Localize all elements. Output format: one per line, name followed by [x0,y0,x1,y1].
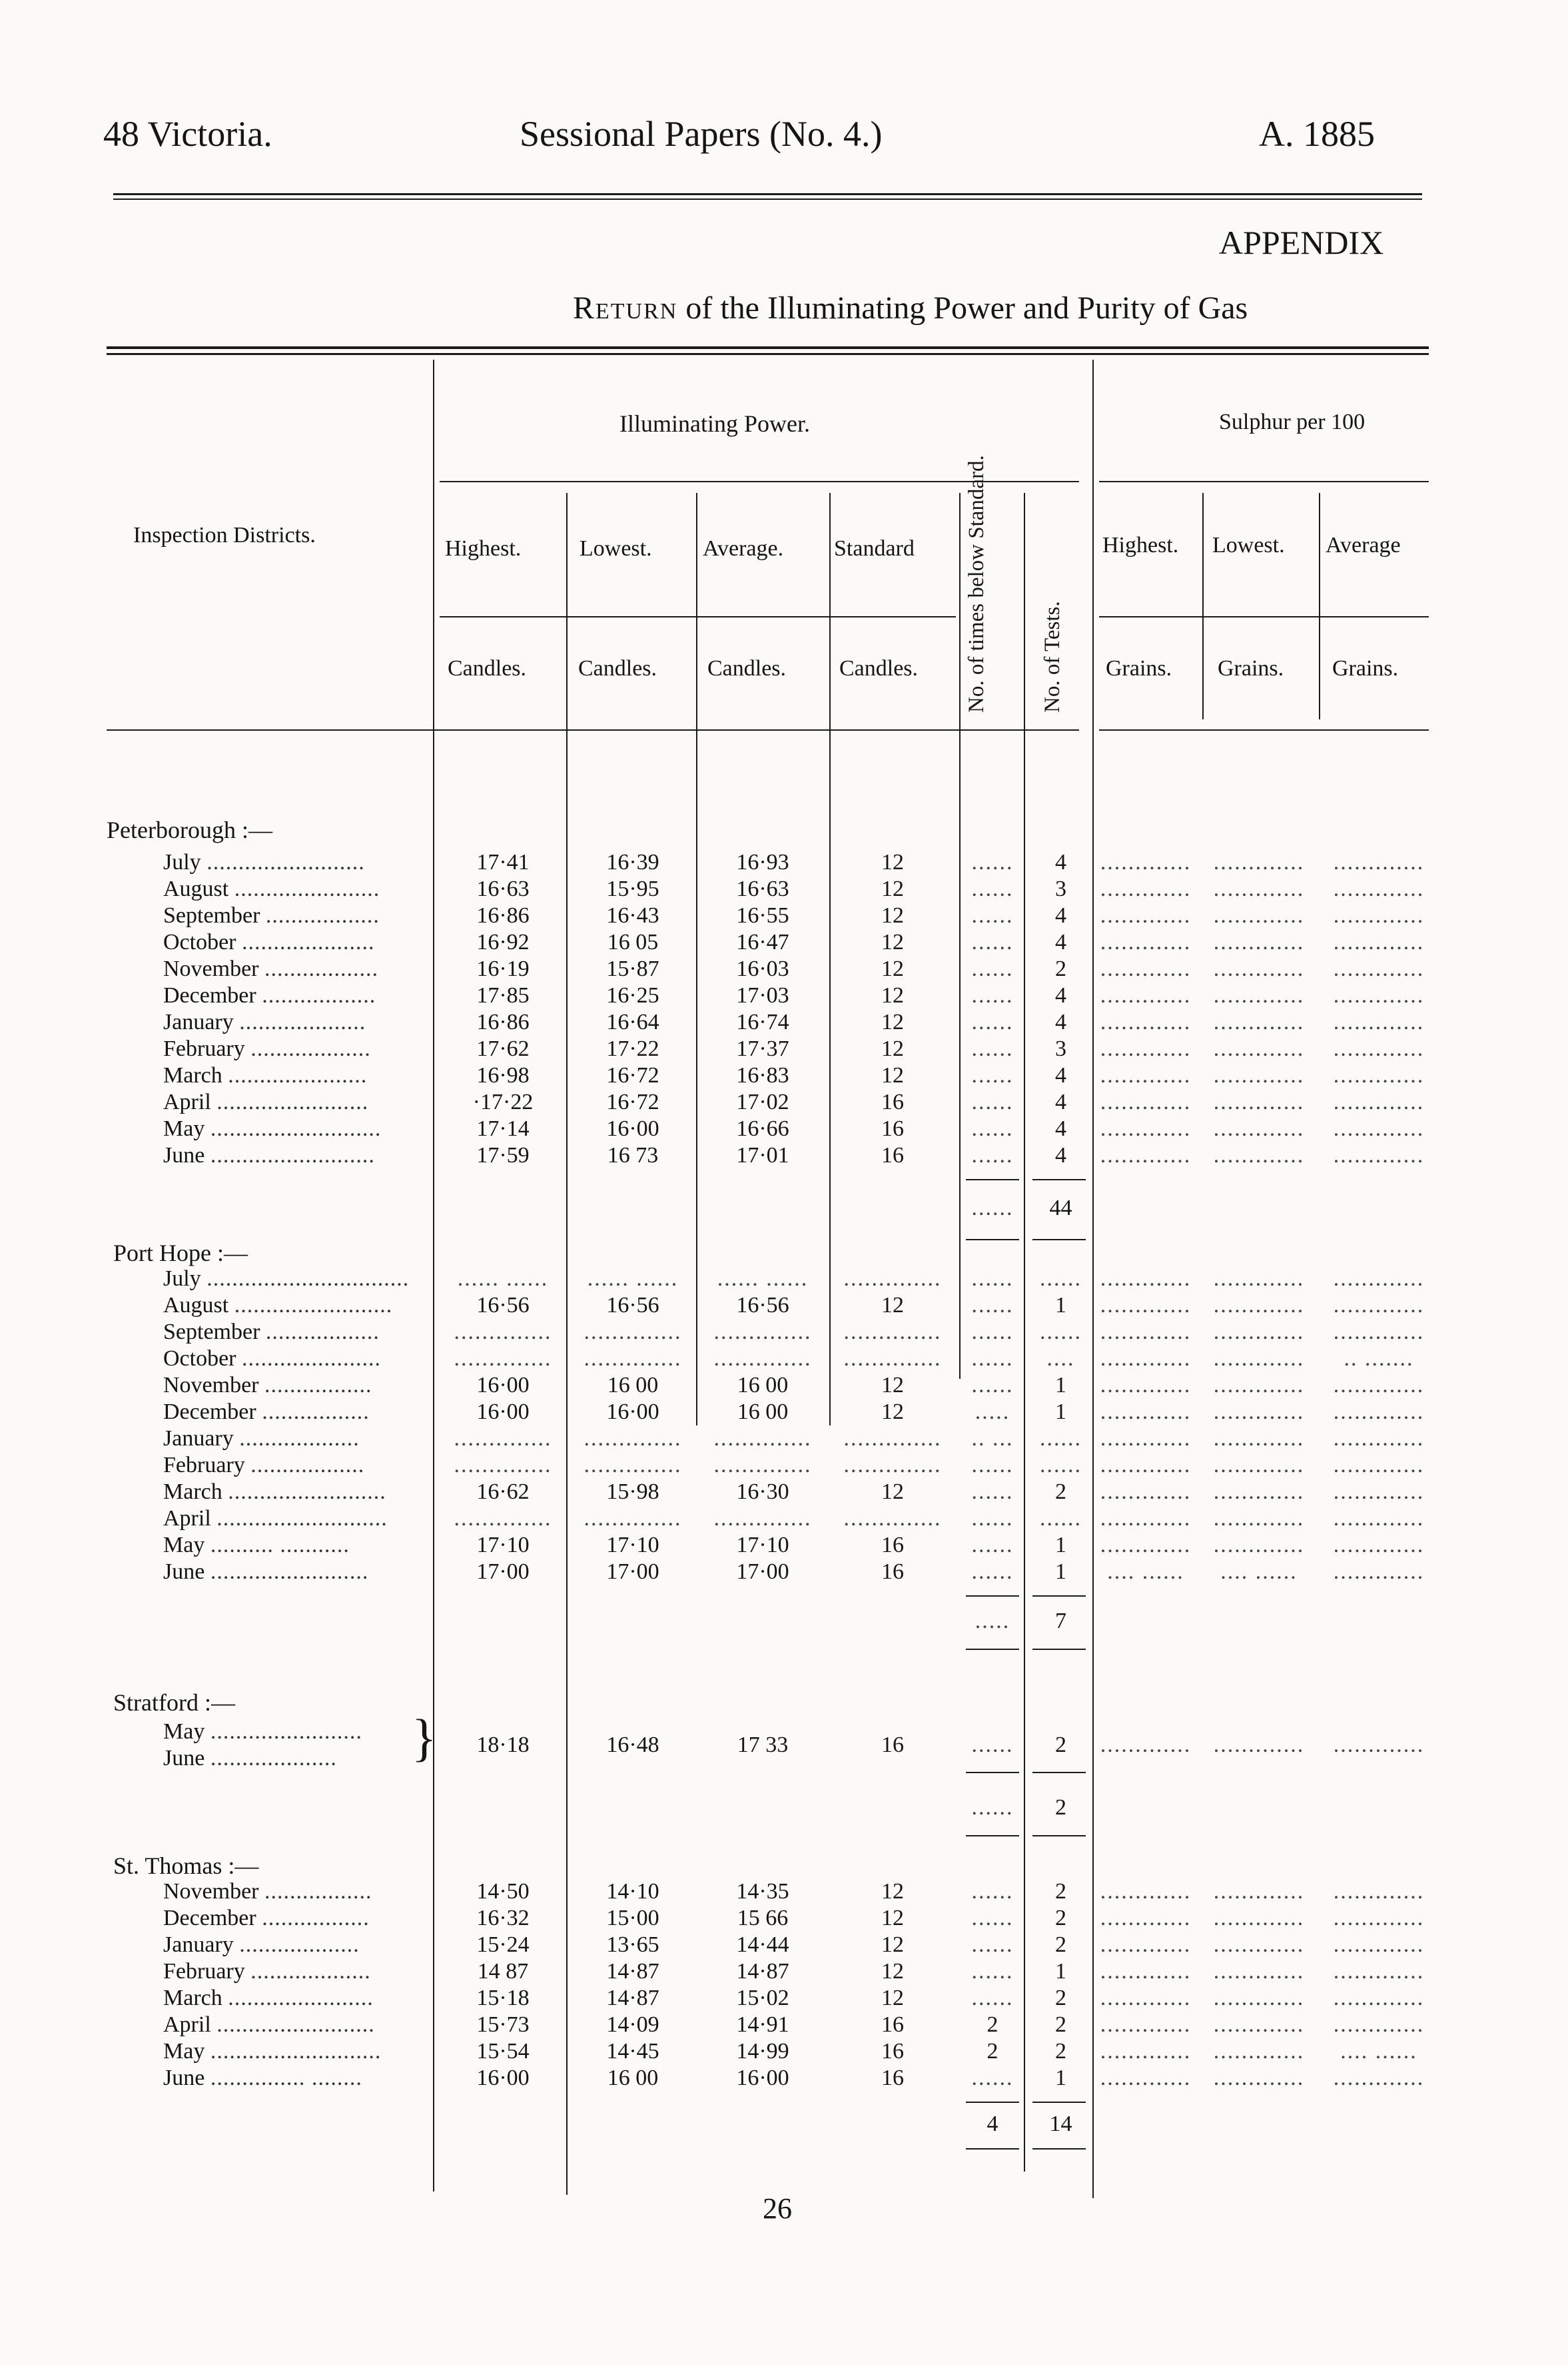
cell-tests: 2 [1055,1733,1066,1757]
header-bottom-rule-left [107,729,1079,731]
header-rule-top [113,193,1422,195]
cell-average: 17 33 [737,1733,789,1757]
month-label: April [163,2012,211,2037]
table-row: January ................... 15·24 13·65 14·44 12 ...... 2 ............. ............. ............. [163,1932,1425,1957]
header-right: A. 1885 [1259,114,1375,154]
table-row: May .......... ........... 17·10 17·10 17·10 16 ...... 1 ............. ............. ............. [163,1533,1425,1557]
appendix-label: APPENDIX [1219,224,1384,261]
cell-average: 16·47 [736,930,789,955]
header-rule-bottom [113,198,1422,200]
cell-standard: 12 [881,850,904,875]
title-return-word: Return [573,290,678,326]
month-label: September [163,1320,260,1344]
lowest-header: Lowest. [580,536,652,561]
cell-standard: 12 [881,1479,904,1504]
cell-tests: 4 [1055,1063,1066,1088]
peterborough-total-rule-below-2 [966,1239,1019,1240]
month-label: October [163,930,236,955]
cell-average: 17·03 [736,983,789,1008]
month-label: May [163,2039,205,2064]
cell-tests: 2 [1055,1986,1066,2010]
cell-highest: 18·18 [476,1733,530,1757]
cell-lowest: 15·98 [606,1479,659,1504]
stratford-brace: } [412,1709,437,1767]
cell-highest: 16·56 [476,1293,530,1318]
cell-standard: 12 [881,1879,904,1904]
cell-highest: 15·73 [476,2012,530,2037]
cell-average: 16·00 [736,2066,789,2090]
cell-lowest: 16 00 [607,1373,659,1397]
table-row: April ......................... 15·73 14·09 14·91 16 2 2 ............. ............. ............. [163,2012,1425,2037]
month-label: July [163,1266,201,1291]
region-st-thomas: St. Thomas :— [113,1852,259,1879]
cell-tests: 1 [1055,1373,1066,1397]
cell-average: 16·66 [736,1116,789,1141]
cell-standard: 16 [881,2066,904,2090]
cell-standard: 12 [881,1932,904,1957]
cell-below-standard: 2 [986,2012,998,2037]
cell-highest: 17·00 [476,1559,530,1584]
cell-tests: 4 [1055,1010,1066,1034]
table-row: September .................. 16·86 16·43 16·55 12 ...... 4 ............. ............. ............. [163,903,1425,928]
stratford-total-tests: 2 [1055,1795,1066,1820]
table-row: December .................. 17·85 16·25 17·03 12 ...... 4 ............. ............. ............. [163,983,1425,1008]
month-label: April [163,1090,211,1114]
cell-tests: 1 [1055,2066,1066,2090]
month-label: August [163,877,229,901]
table-row: September .................. .............. .............. .............. .............. ...... ...... ............. ............. ............. [163,1320,1425,1344]
cell-average: 16 00 [737,1373,789,1397]
table-row: July ......................... 17·41 16·39 16·93 12 ...... 4 ............. ............. ............. [163,850,1425,875]
cell-average: 17·10 [736,1533,789,1557]
table-row: June ......................... 17·00 17·00 17·00 16 ...... 1 .... ...... .... ...... ............. [163,1559,1425,1584]
cell-tests: 2 [1055,1479,1066,1504]
units-rule-s [1099,616,1429,617]
cell-average: 14·91 [736,2012,789,2037]
standard-header: Standard [834,536,915,561]
table-row: July ................................ ...... ...... ...... ...... ...... ...... .............. ...... ...... ............. ............. ............. [163,1266,1425,1291]
porthope-total-rule-tests-2 [1032,1649,1086,1650]
unit-s-lowest: Grains. [1218,656,1284,681]
cell-standard: 12 [881,1399,904,1424]
cell-highest: 16·00 [476,2066,530,2090]
stratford-total-rule-tests-2 [1032,1835,1086,1836]
stthomas-total-below: 4 [986,2112,998,2136]
cell-highest: 17·10 [476,1533,530,1557]
tests-header: No. of Tests. [1040,601,1064,713]
table-row: November .................. 16·19 15·87 16·03 12 ...... 2 ............. ............. ............. [163,957,1425,981]
header-bottom-rule-right [1099,729,1429,731]
region-port-hope: Port Hope :— [113,1240,248,1266]
table-row: February .................. .............. .............. .............. .............. ...... ...... ............. ............. ............. [163,1453,1425,1477]
cell-lowest: 16·00 [606,1399,659,1424]
table-row: October ...................... .............. .............. .............. .............. ...... .... ............. ............. .. ....... [163,1346,1414,1371]
unit-standard: Candles. [839,656,919,681]
cell-standard: 12 [881,1373,904,1397]
cell-average: 16·74 [736,1010,789,1034]
table-row: August ......................... 16·56 16·56 16·56 12 ...... 1 ............. ............. ............. [163,1293,1425,1318]
month-label: June [163,2066,205,2090]
cell-tests: 4 [1055,1116,1066,1141]
stthomas-total-rule-below [966,2102,1019,2103]
cell-lowest: 16·56 [606,1293,659,1318]
region-stratford: Stratford :— [113,1689,235,1716]
cell-lowest: 14·87 [606,1959,659,1984]
cell-lowest: 16·48 [606,1733,659,1757]
month-label: April [163,1506,211,1531]
cell-lowest: 16 00 [607,2066,659,2090]
cell-lowest: 16·72 [606,1090,659,1114]
cell-lowest: 16·64 [606,1010,659,1034]
cell-lowest: 14·45 [606,2039,659,2064]
cell-standard: 16 [881,1559,904,1584]
peterborough-total-tests: 44 [1049,1196,1072,1220]
cell-highest: 16·63 [476,877,530,901]
sulphur-group-rule [1099,481,1429,482]
unit-s-average: Grains. [1332,656,1399,681]
col-line-s-average [1319,493,1320,719]
cell-average: 14·99 [736,2039,789,2064]
month-label: November [163,1879,259,1904]
cell-average: 17·37 [736,1036,789,1061]
cell-tests: 1 [1055,1293,1066,1318]
month-label: May [163,1533,205,1557]
table-row: November ................. 16·00 16 00 16 00 12 ...... 1 ............. ............. ............. [163,1373,1425,1397]
cell-lowest: 16·72 [606,1063,659,1088]
cell-lowest: 16·25 [606,983,659,1008]
table-row: October ..................... 16·92 16 05 16·47 12 ...... 4 ............. ............. ............. [163,930,1425,955]
cell-highest: 15·18 [476,1986,530,2010]
stthomas-total-tests: 14 [1049,2112,1072,2136]
cell-tests: 4 [1055,903,1066,928]
unit-lowest: Candles. [578,656,657,681]
cell-standard: 12 [881,957,904,981]
stthomas-total-rule-tests-2 [1032,2148,1086,2150]
month-label: July [163,850,201,875]
table-row: January ................... .............. .............. .............. .............. .. ... ...... ............. ............. ............. [163,1426,1425,1451]
cell-average: 16·63 [736,877,789,901]
month-label: March [163,1986,222,2010]
cell-standard: 12 [881,1063,904,1088]
cell-highest: 14 87 [477,1959,529,1984]
page-number: 26 [763,2192,792,2225]
table-row: May ........................... 17·14 16·00 16·66 16 ...... 4 ............. ............. ............. [163,1116,1425,1141]
cell-average: 16·93 [736,850,789,875]
porthope-total-tests: 7 [1055,1609,1066,1633]
cell-lowest: 16·39 [606,850,659,875]
table-row: June ............... ........ 16·00 16 00 16·00 16 ...... 1 ............. ............. ............. [163,2066,1425,2090]
cell-tests: 2 [1055,2039,1066,2064]
cell-tests: 2 [1055,2012,1066,2037]
cell-lowest: 16·00 [606,1116,659,1141]
highest-header: Highest. [445,536,522,561]
sulphur-header: Sulphur per 100 [1219,410,1366,434]
cell-tests: 4 [1055,930,1066,955]
cell-highest: ·17·22 [472,1090,534,1114]
month-label: January [163,1010,234,1034]
table-row: August ....................... 16·63 15·95 16·63 12 ...... 3 ............. ............. ............. [163,877,1425,901]
below-standard-header: No. of times below Standard. [965,455,988,713]
peterborough-total-rule-tests [1032,1179,1086,1180]
cell-tests: 1 [1055,1533,1066,1557]
table-row: June .................... [163,1746,337,1771]
month-label: May [163,1116,205,1141]
cell-standard: 16 [881,2012,904,2037]
cell-standard: 12 [881,983,904,1008]
cell-lowest: 17·00 [606,1559,659,1584]
table-row: May ........................ [163,1719,362,1744]
cell-average: 16·03 [736,957,789,981]
cell-highest: 16·00 [476,1399,530,1424]
cell-tests: 4 [1055,1143,1066,1168]
month-label: February [163,1453,245,1477]
cell-lowest: 15·87 [606,957,659,981]
cell-standard: 12 [881,1959,904,1984]
cell-standard: 12 [881,1986,904,2010]
cell-average: 17·00 [736,1559,789,1584]
cell-standard: 12 [881,1036,904,1061]
cell-highest: 17·59 [476,1143,530,1168]
cell-standard: 16 [881,1143,904,1168]
cell-lowest: 15·00 [606,1906,659,1930]
cell-highest: 16·00 [476,1373,530,1397]
cell-average: 15 66 [737,1906,789,1930]
month-label: December [163,983,256,1008]
cell-average: 14·87 [736,1959,789,1984]
cell-highest: 16·19 [476,957,530,981]
units-rule-ip [440,616,956,617]
table-row: December ................. 16·00 16·00 16 00 12 ..... 1 ............. ............. ............. [163,1399,1425,1424]
month-label: February [163,1959,245,1984]
table-row: April ........................ ·17·22 16·72 17·02 16 ...... 4 ............. ............. ............. [163,1090,1425,1114]
cell-tests: 2 [1055,1879,1066,1904]
cell-lowest: 17·22 [606,1036,659,1061]
cell-tests: 4 [1055,983,1066,1008]
stthomas-total-rule-below-2 [966,2148,1019,2150]
average-header: Average. [703,536,784,561]
unit-s-highest: Grains. [1106,656,1172,681]
table-row: March ...................... 16·98 16·72 16·83 12 ...... 4 ............. ............. ............. [163,1063,1425,1088]
table-row: November ................. 14·50 14·10 14·35 12 ...... 2 ............. ............. ............. [163,1879,1425,1904]
cell-average: 15·02 [736,1986,789,2010]
region-peterborough: Peterborough :— [107,817,272,843]
stratford-total-rule-below [966,1772,1019,1773]
districts-header: Inspection Districts. [133,523,316,548]
cell-standard: 12 [881,877,904,901]
stratford-total-rule-tests [1032,1772,1086,1773]
cell-tests: 4 [1055,1090,1066,1114]
table-row: 18·18 16·48 17 33 16 ...... 2 ............. ............. ............. [0,1732,1568,1759]
peterborough-total-rule-below [966,1179,1019,1180]
cell-tests: 3 [1055,1036,1066,1061]
cell-average: 16·30 [736,1479,789,1504]
month-label: December [163,1906,256,1930]
cell-highest: 17·14 [476,1116,530,1141]
cell-highest: 17·41 [476,850,530,875]
header-left: 48 Victoria. [103,114,272,154]
cell-highest: 16·62 [476,1479,530,1504]
cell-lowest: 14·10 [606,1879,659,1904]
cell-tests: 2 [1055,1932,1066,1957]
cell-tests: 2 [1055,957,1066,981]
month-label: August [163,1293,229,1318]
month-label: January [163,1932,234,1957]
table-row: May ........................... 15·54 14·45 14·99 16 2 2 ............. ............. .... ...... [163,2039,1417,2064]
stthomas-total-rule-tests [1032,2102,1086,2103]
table-row: February ................... 14 87 14·87 14·87 12 ...... 1 ............. ............. ............. [163,1959,1425,1984]
cell-tests: 3 [1055,877,1066,901]
sulphur-lowest-header: Lowest. [1212,533,1285,558]
cell-highest: 17·62 [476,1036,530,1061]
cell-lowest: 13·65 [606,1932,659,1957]
table-rule-top-2 [107,353,1429,355]
cell-tests: 1 [1055,1959,1066,1984]
cell-standard: 16 [881,1116,904,1141]
month-label: June [163,1143,205,1168]
cell-average: 16·55 [736,903,789,928]
table-row: January .................... 16·86 16·64 16·74 12 ...... 4 ............. ............. ............. [163,1010,1425,1034]
cell-below-standard: 2 [986,2039,998,2064]
table-row: March ......................... 16·62 15·98 16·30 12 ...... 2 ............. ............. ............. [163,1479,1425,1504]
cell-standard: 16 [881,2039,904,2064]
cell-lowest: 16 73 [607,1143,659,1168]
title-rest: of the Illuminating Power and Purity of Gas [685,290,1248,326]
month-label: November [163,957,259,981]
cell-highest: 16·92 [476,930,530,955]
cell-standard: 12 [881,1010,904,1034]
stratford-total-rule-below-2 [966,1835,1019,1836]
porthope-total-rule-tests [1032,1595,1086,1597]
table-title [573,290,1248,326]
cell-standard: 16 [881,1733,904,1757]
porthope-total-rule-below [966,1595,1019,1597]
month-label: October [163,1346,236,1371]
cell-highest: 15·54 [476,2039,530,2064]
cell-average: 17·02 [736,1090,789,1114]
cell-lowest: 14·09 [606,2012,659,2037]
col-line-s-lowest [1202,493,1204,719]
cell-tests: 1 [1055,1399,1066,1424]
cell-highest: 16·32 [476,1906,530,1930]
cell-lowest: 16·43 [606,903,659,928]
month-label: November [163,1373,259,1397]
month-label: May [163,1719,205,1744]
month-label: June [163,1746,205,1771]
month-label: June [163,1559,205,1584]
month-label: March [163,1063,222,1088]
sulphur-average-header: Average [1326,533,1401,558]
cell-standard: 12 [881,1293,904,1318]
table-rule-top-1 [107,346,1429,349]
cell-tests: 4 [1055,850,1066,875]
cell-standard: 16 [881,1533,904,1557]
month-label: February [163,1036,245,1061]
cell-highest: 16·98 [476,1063,530,1088]
cell-average: 16 00 [737,1399,789,1424]
cell-lowest: 17·10 [606,1533,659,1557]
cell-standard: 12 [881,930,904,955]
cell-average: 14·44 [736,1932,789,1957]
cell-highest: 15·24 [476,1932,530,1957]
cell-standard: 12 [881,1906,904,1930]
peterborough-total-rule-tests-2 [1032,1239,1086,1240]
cell-standard: 12 [881,903,904,928]
cell-highest: 16·86 [476,1010,530,1034]
unit-highest: Candles. [448,656,527,681]
cell-tests: 1 [1055,1559,1066,1584]
unit-average: Candles. [707,656,787,681]
cell-lowest: 15·95 [606,877,659,901]
cell-average: 14·35 [736,1879,789,1904]
month-label: January [163,1426,234,1451]
table-row: April ........................... .............. .............. .............. .............. ...... ...... ............. ............. ............. [163,1506,1425,1531]
month-label: September [163,903,260,928]
header-center: Sessional Papers (No. 4.) [520,114,883,154]
cell-lowest: 16 05 [607,930,659,955]
cell-lowest: 14·87 [606,1986,659,2010]
table-row: March ....................... 15·18 14·87 15·02 12 ...... 2 ............. ............. ............. [163,1986,1425,2010]
cell-average: 16·83 [736,1063,789,1088]
table-row: December ................. 16·32 15·00 15 66 12 ...... 2 ............. ............. ............. [163,1906,1425,1930]
sulphur-highest-header: Highest. [1102,533,1179,558]
cell-tests: 2 [1055,1906,1066,1930]
cell-average: 16·56 [736,1293,789,1318]
porthope-total-rule-below-2 [966,1649,1019,1650]
table-row: February ................... 17·62 17·22 17·37 12 ...... 3 ............. ............. ............. [163,1036,1425,1061]
cell-highest: 16·86 [476,903,530,928]
month-label: March [163,1479,222,1504]
month-label: December [163,1399,256,1424]
cell-average: 17·01 [736,1143,789,1168]
table-row: June .......................... 17·59 16 73 17·01 16 ...... 4 ............. ............. ............. [163,1143,1425,1168]
illuminating-power-header: Illuminating Power. [619,410,810,437]
cell-standard: 16 [881,1090,904,1114]
cell-highest: 17·85 [476,983,530,1008]
cell-highest: 14·50 [476,1879,530,1904]
